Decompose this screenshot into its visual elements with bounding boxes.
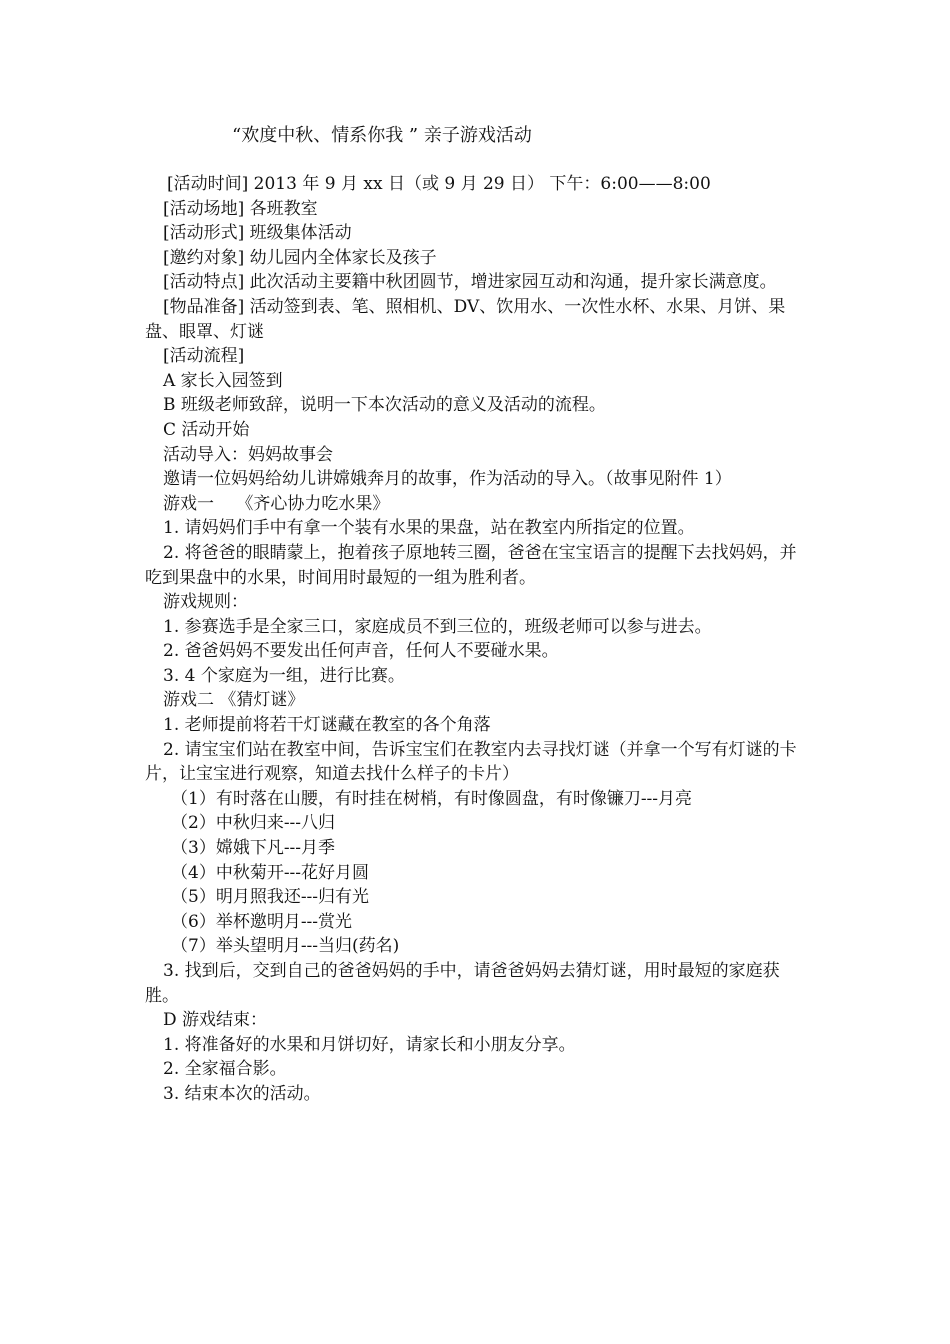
invited-audience: [邀约对象] 幼儿园内全体家长及孩子 [163,247,437,268]
materials-prepared: [物品准备] 活动签到表、笔、照相机、DV、饮用水、一次性水杯、水果、月饼、果盘、眼罩、灯谜 [145,296,786,342]
activity-format: [活动形式] 班级集体活动 [163,223,352,244]
game-two-step-1: 1. 老师提前将若干灯谜藏在教室的各个角落 [163,715,491,736]
intro-detail: 邀请一位妈妈给幼儿讲嫦娥奔月的故事，作为活动的导入。（故事见附件 1） [163,469,732,490]
step-c: C 活动开始 [163,419,250,440]
riddle-1: （1）有时落在山腰，有时挂在树梢，有时像圆盘，有时像镰刀---月亮 [171,788,693,809]
game-two-step-2: 2. 请宝宝们站在教室中间，告诉宝宝们在教室内去寻找灯谜（并拿一个写有灯谜的卡片，让宝宝进行观察，知道去找什么样子的卡片） [145,739,797,785]
game-one-step-1: 1. 请妈妈们手中有拿一个装有水果的果盘，站在教室内所指定的位置。 [163,518,695,539]
game-two-title: 游戏二 《猜灯谜》 [163,690,305,711]
game-rule-1: 1. 参赛选手是全家三口，家庭成员不到三位的，班级老师可以参与进去。 [163,616,712,637]
riddle-7: （7）举头望明月---当归(药名) [171,936,400,957]
game-two-step-3: 3. 找到后，交到自己的爸爸妈妈的手中，请爸爸妈妈去猜灯谜，用时最短的家庭获胜。 [145,961,780,1006]
activity-features: [活动特点] 此次活动主要籍中秋团圆节，增进家园互动和沟通，提升家长满意度。 [163,272,777,293]
step-a: A 家长入园签到 [163,370,283,391]
riddle-4: （4）中秋菊开---花好月圆 [171,862,370,883]
activity-time: [活动时间] 2013 年 9 月 xx 日（或 9 月 29 日） 下午：6:00——8:00 [167,174,711,194]
document-title: “欢度中秋、情系你我 ” 亲子游戏活动 [232,125,532,146]
game-one-title: 游戏一 《齐心协力吃水果》 [163,493,390,514]
activity-process-heading: [活动流程] [163,346,245,367]
riddle-2: （2）中秋归来---八归 [171,813,336,834]
ending-step-3: 3. 结束本次的活动。 [163,1083,321,1104]
step-d: D 游戏结束： [163,1010,268,1031]
game-one-step-2: 2. 将爸爸的眼睛蒙上，抱着孩子原地转三圈，爸爸在宝宝语言的提醒下去找妈妈，并吃到果盘中的水果，时间用时最短的一组为胜利者。 [145,542,797,588]
activity-intro: 活动导入：妈妈故事会 [163,444,333,465]
game-rule-3: 3. 4 个家庭为一组，进行比赛。 [163,665,405,686]
riddle-3: （3）嫦娥下凡---月季 [171,838,336,859]
document-body [145,172,813,1107]
ending-step-2: 2. 全家福合影。 [163,1059,287,1080]
riddle-5: （5）明月照我还---归有光 [171,887,370,908]
riddle-6: （6）举杯邀明月---赏光 [171,911,353,932]
game-rule-2: 2. 爸爸妈妈不要发出任何声音，任何人不要碰水果。 [163,641,559,662]
activity-venue: [活动场地] 各班教室 [163,198,318,219]
ending-step-1: 1. 将准备好的水果和月饼切好，请家长和小朋友分享。 [163,1034,576,1055]
step-b: B 班级老师致辞，说明一下本次活动的意义及活动的流程。 [163,395,606,416]
game-rules-heading: 游戏规则： [163,592,248,613]
